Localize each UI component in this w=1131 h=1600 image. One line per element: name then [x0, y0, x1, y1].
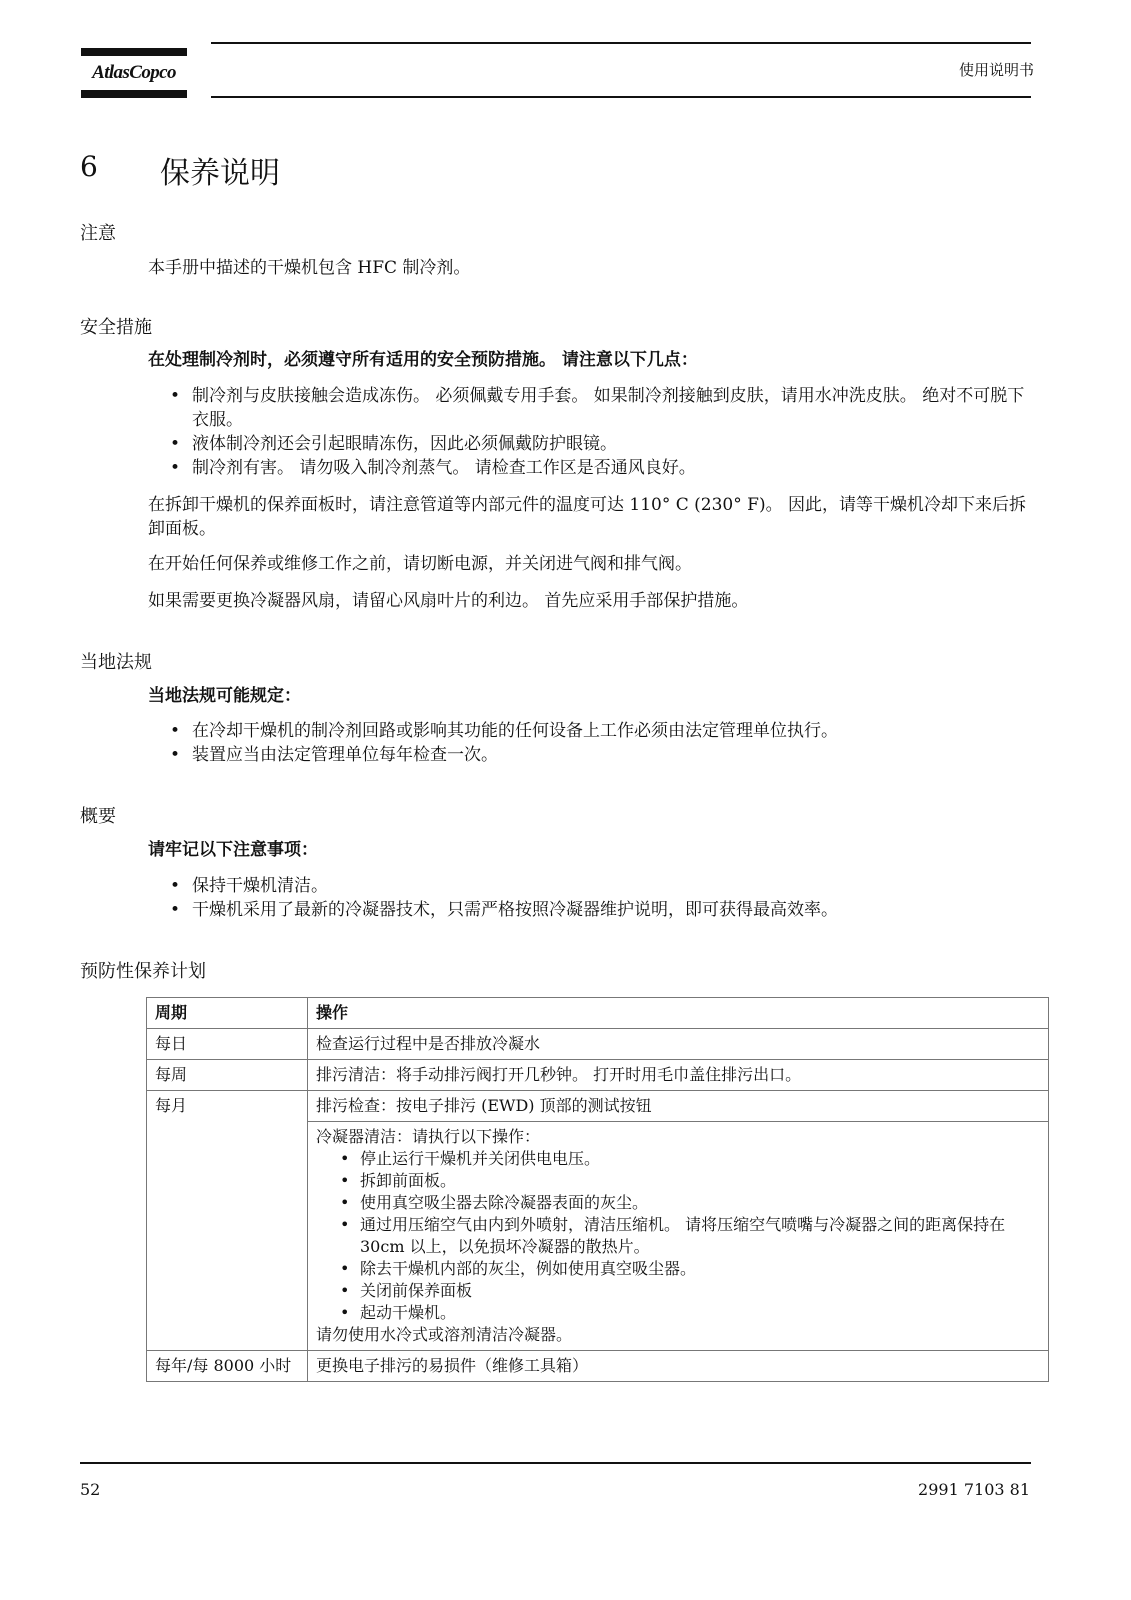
document-type: 使用说明书 [958, 61, 1034, 79]
period-cell: 每周 [147, 1060, 308, 1091]
safety-temperature-paragraph: 在拆卸干燥机的保养面板时，请注意管道等内部元件的温度可达 110° C (230° F)。 因此，请等干燥机冷却下来后拆卸面板。 [148, 495, 1026, 539]
notice-heading: 注意 [80, 223, 116, 244]
table-row [147, 1060, 1049, 1091]
logo-wordmark: AtlasCopco [92, 62, 176, 83]
safety-power-paragraph: 在开始任何保养或维修工作之前，请切断电源，并关闭进气阀和排气阀。 [148, 554, 692, 574]
logo-bar-bottom [81, 90, 187, 98]
period-cell: 每月 [147, 1091, 308, 1122]
table-header-row [147, 998, 1049, 1029]
chapter-title: 保养说明 [160, 156, 280, 191]
condenser-step: • 拆卸前面板。 [316, 1170, 1040, 1192]
action-cell: 排污检查：按电子排污 (EWD) 顶部的测试按钮 [308, 1091, 1049, 1122]
condenser-steps-list [316, 1148, 1040, 1324]
schedule-heading: 预防性保养计划 [80, 961, 206, 982]
maintenance-schedule-table [146, 997, 1049, 1382]
overview-lead: 请牢记以下注意事项： [148, 840, 318, 860]
safety-bullet: • 制冷剂有害。 请勿吸入制冷剂蒸气。 请检查工作区是否通风良好。 [168, 456, 1033, 480]
notice-text: 本手册中描述的干燥机包含 HFC 制冷剂。 [148, 258, 471, 278]
overview-bullet: • 干燥机采用了最新的冷凝器技术，只需严格按照冷凝器维护说明，即可获得最高效率。 [168, 898, 1033, 922]
column-header-action: 操作 [308, 998, 1049, 1029]
action-cell: 更换电子排污的易损件（维修工具箱） [308, 1351, 1049, 1382]
safety-bullet: • 液体制冷剂还会引起眼睛冻伤，因此必须佩戴防护眼镜。 [168, 432, 1033, 456]
condenser-step: • 停止运行干燥机并关闭供电电压。 [316, 1148, 1040, 1170]
regulations-bullet: • 装置应当由法定管理单位每年检查一次。 [168, 743, 1033, 767]
safety-bullet: • 制冷剂与皮肤接触会造成冻伤。 必须佩戴专用手套。 如果制冷剂接触到皮肤，请用水冲洗皮肤。 绝对不可脱下衣服。 [168, 384, 1033, 432]
table-row [147, 1029, 1049, 1060]
chapter-number: 6 [80, 150, 98, 183]
logo-bar-top [81, 48, 187, 56]
action-cell: 检查运行过程中是否排放冷凝水 [308, 1029, 1049, 1060]
safety-fan-paragraph: 如果需要更换冷凝器风扇，请留心风扇叶片的利边。 首先应采用手部保护措施。 [148, 591, 749, 611]
header-rule-bottom [211, 96, 1031, 98]
period-cell-continued [147, 1122, 308, 1351]
condenser-step: • 使用真空吸尘器去除冷凝器表面的灰尘。 [316, 1192, 1040, 1214]
table-row [147, 1091, 1049, 1122]
footer-rule [80, 1462, 1031, 1464]
overview-bullet: • 保持干燥机清洁。 [168, 874, 1033, 898]
table-row [147, 1351, 1049, 1382]
atlas-copco-logo [81, 48, 187, 100]
condenser-step: • 通过用压缩空气由内到外喷射，清洁压缩机。 请将压缩空气喷嘴与冷凝器之间的距离保持在 30cm 以上，以免损坏冷凝器的散热片。 [316, 1214, 1040, 1258]
column-header-period: 周期 [147, 998, 308, 1029]
action-cell-condenser-cleaning [308, 1122, 1049, 1351]
table-row [147, 1122, 1049, 1351]
document-number: 2991 7103 81 [918, 1480, 1030, 1499]
regulations-lead: 当地法规可能规定： [148, 686, 301, 706]
regulations-heading: 当地法规 [80, 652, 152, 673]
condenser-intro: 冷凝器清洁：请执行以下操作： [316, 1127, 541, 1146]
period-cell: 每年/每 8000 小时 [147, 1351, 308, 1382]
condenser-step: • 关闭前保养面板 [316, 1280, 1040, 1302]
condenser-step: • 除去干燥机内部的灰尘，例如使用真空吸尘器。 [316, 1258, 1040, 1280]
safety-heading: 安全措施 [80, 317, 152, 338]
overview-bullet-list [168, 874, 1033, 922]
page-number: 52 [80, 1480, 101, 1499]
regulations-bullet: • 在冷却干燥机的制冷剂回路或影响其功能的任何设备上工作必须由法定管理单位执行。 [168, 719, 1033, 743]
action-cell: 排污清洁：将手动排污阀打开几秒钟。 打开时用毛巾盖住排污出口。 [308, 1060, 1049, 1091]
safety-lead: 在处理制冷剂时，必须遵守所有适用的安全预防措施。 请注意以下几点： [148, 350, 698, 370]
safety-bullet-list [168, 384, 1033, 480]
period-cell: 每日 [147, 1029, 308, 1060]
condenser-warning: 请勿使用水冷式或溶剂清洁冷凝器。 [316, 1325, 573, 1344]
regulations-bullet-list [168, 719, 1033, 767]
header-rule-top [211, 42, 1031, 44]
condenser-step: • 起动干燥机。 [316, 1302, 1040, 1324]
overview-heading: 概要 [80, 806, 116, 827]
